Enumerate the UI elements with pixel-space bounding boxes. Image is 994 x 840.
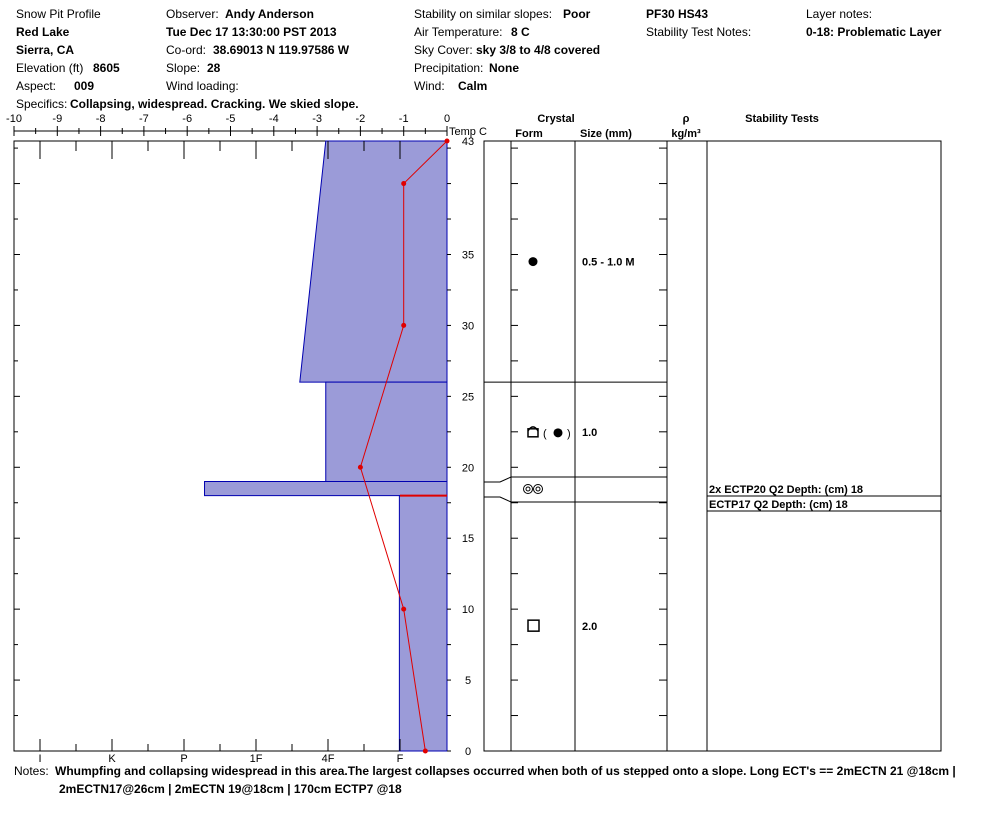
layer-connector xyxy=(484,477,511,482)
sky-cover-label: Sky Cover: xyxy=(414,43,473,57)
elevation-label: Elevation (ft) xyxy=(16,61,84,75)
size-header: Size (mm) xyxy=(580,128,632,140)
height-tick-label: 5 xyxy=(464,675,472,688)
specifics-label: Specifics: xyxy=(16,97,68,111)
height-tick-label: 15 xyxy=(461,533,475,546)
region-name: Sierra, CA xyxy=(16,43,75,57)
crystal-dot-symbol xyxy=(554,428,563,437)
temperature-point xyxy=(445,139,450,144)
hardness-tick-label: 4F xyxy=(321,753,335,765)
height-tick-label: 25 xyxy=(461,391,475,404)
height-tick-label: 10 xyxy=(461,604,475,617)
form-header: Form xyxy=(515,128,543,140)
precip-label: Precipitation: xyxy=(414,61,484,75)
crystal-hoar-symbol xyxy=(534,485,543,494)
height-tick-label: 35 xyxy=(461,249,475,262)
temp-tick-label: -1 xyxy=(398,113,409,125)
observer-value: Andy Anderson xyxy=(225,7,314,21)
crystal-size-label: 0.5 - 1.0 M xyxy=(582,256,635,269)
temp-axis-label: Temp C xyxy=(449,126,487,138)
hardness-tick-label: I xyxy=(38,753,42,765)
layer-notes-label: Layer notes: xyxy=(806,7,873,21)
coord-value: 38.69013 N 119.97586 W xyxy=(213,43,350,57)
hardness-layer-3 xyxy=(399,496,447,751)
temperature-point xyxy=(401,607,406,612)
grid-frame xyxy=(484,141,941,751)
stability-value: Poor xyxy=(563,7,591,21)
crystal-paren-open: ( xyxy=(543,427,547,440)
crystal-hoar-inner xyxy=(526,487,530,491)
temperature-point xyxy=(423,749,428,754)
crystal-hoar-symbol xyxy=(524,485,533,494)
density-unit: kg/m³ xyxy=(671,128,701,140)
height-tick-label: 0 xyxy=(464,746,472,758)
hardness-layer-1 xyxy=(326,382,447,481)
crystal-paren-close: ) xyxy=(567,427,571,440)
stability-label: Stability on similar slopes: xyxy=(414,7,553,21)
slope-value: 28 xyxy=(207,61,221,75)
elevation-value: 8605 xyxy=(93,61,120,75)
temp-tick-label: 0 xyxy=(443,113,451,125)
temp-tick-label: -8 xyxy=(95,113,106,125)
crystal-hoar-inner xyxy=(536,487,540,491)
precip-value: None xyxy=(489,61,519,75)
temperature-point xyxy=(358,465,363,470)
sky-cover-value: sky 3/8 to 4/8 covered xyxy=(476,43,601,57)
wind-loading-label: Wind loading: xyxy=(166,79,239,93)
hardness-tick-label: P xyxy=(180,753,188,765)
hardness-tick-label: K xyxy=(108,753,116,765)
wind-label: Wind: xyxy=(414,79,445,93)
temp-tick-label: -7 xyxy=(139,113,149,125)
slope-label: Slope: xyxy=(166,61,201,75)
crystal-size-label: 2.0 xyxy=(582,621,598,634)
date-time: Tue Dec 17 13:30:00 PST 2013 xyxy=(166,25,337,39)
temp-tick-label: -6 xyxy=(182,113,193,125)
temperature-point xyxy=(401,181,406,186)
stability-test-label: 2x ECTP20 Q2 Depth: (cm) 18 xyxy=(709,484,864,496)
hardness-layer-2 xyxy=(205,481,447,495)
profile-title: Snow Pit Profile xyxy=(16,7,101,21)
notes-line-2: 2mECTN17@26cm | 2mECTN 19@18cm | 170cm ECTP7 @18 xyxy=(59,782,402,796)
crystal-header: Crystal xyxy=(537,113,575,125)
temp-tick-label: -10 xyxy=(6,113,22,125)
crystal-square-symbol xyxy=(528,620,539,631)
stability-test-label: ECTP17 Q2 Depth: (cm) 18 xyxy=(709,499,848,511)
notes-line-1: Whumpfing and collapsing widespread in this area.The largest collapses occurred when both of us stepped onto a slope. Long ECT's == 2mECTN 21 @18cm | xyxy=(55,764,956,778)
temperature-point xyxy=(401,323,406,328)
height-tick-label: 43 xyxy=(461,136,475,148)
temp-tick-label: -2 xyxy=(355,113,366,125)
observer-label: Observer: xyxy=(166,7,219,21)
height-tick-label: 30 xyxy=(461,320,475,333)
crystal-size-label: 1.0 xyxy=(582,426,598,439)
hardness-temp-plot xyxy=(6,113,487,765)
crystal-rounded-symbol xyxy=(528,429,538,437)
air-temp-label: Air Temperature: xyxy=(414,25,503,39)
hardness-tick-label: 1F xyxy=(249,753,263,765)
specifics-value: Collapsing, widespread. Cracking. We skied slope. xyxy=(70,97,359,111)
temp-tick-label: -4 xyxy=(268,113,279,125)
crystal-stability-grid xyxy=(484,113,941,751)
notes-label: Notes: xyxy=(14,764,49,778)
coord-label: Co-ord: xyxy=(166,43,207,57)
location-name: Red Lake xyxy=(16,25,70,39)
density-header: ρ xyxy=(682,113,690,125)
temp-tick-label: -5 xyxy=(225,113,236,125)
aspect-label: Aspect: xyxy=(16,79,57,93)
layer-connector xyxy=(484,497,511,502)
temp-tick-label: -3 xyxy=(312,113,322,125)
temp-tick-label: -9 xyxy=(52,113,63,125)
stability-tests-header: Stability Tests xyxy=(745,113,819,125)
stability-notes-label: Stability Test Notes: xyxy=(646,25,752,39)
aspect-value: 009 xyxy=(74,79,95,93)
hardness-layer-0 xyxy=(300,141,447,382)
height-tick-label: 20 xyxy=(461,462,475,475)
hardness-tick-label: F xyxy=(396,753,404,765)
layer-notes-value: 0-18: Problematic Layer xyxy=(806,25,942,39)
crystal-dot-symbol xyxy=(529,257,538,266)
wind-value: Calm xyxy=(458,79,488,93)
air-temp-value: 8 C xyxy=(511,25,530,39)
pf-hs: PF30 HS43 xyxy=(646,7,709,21)
